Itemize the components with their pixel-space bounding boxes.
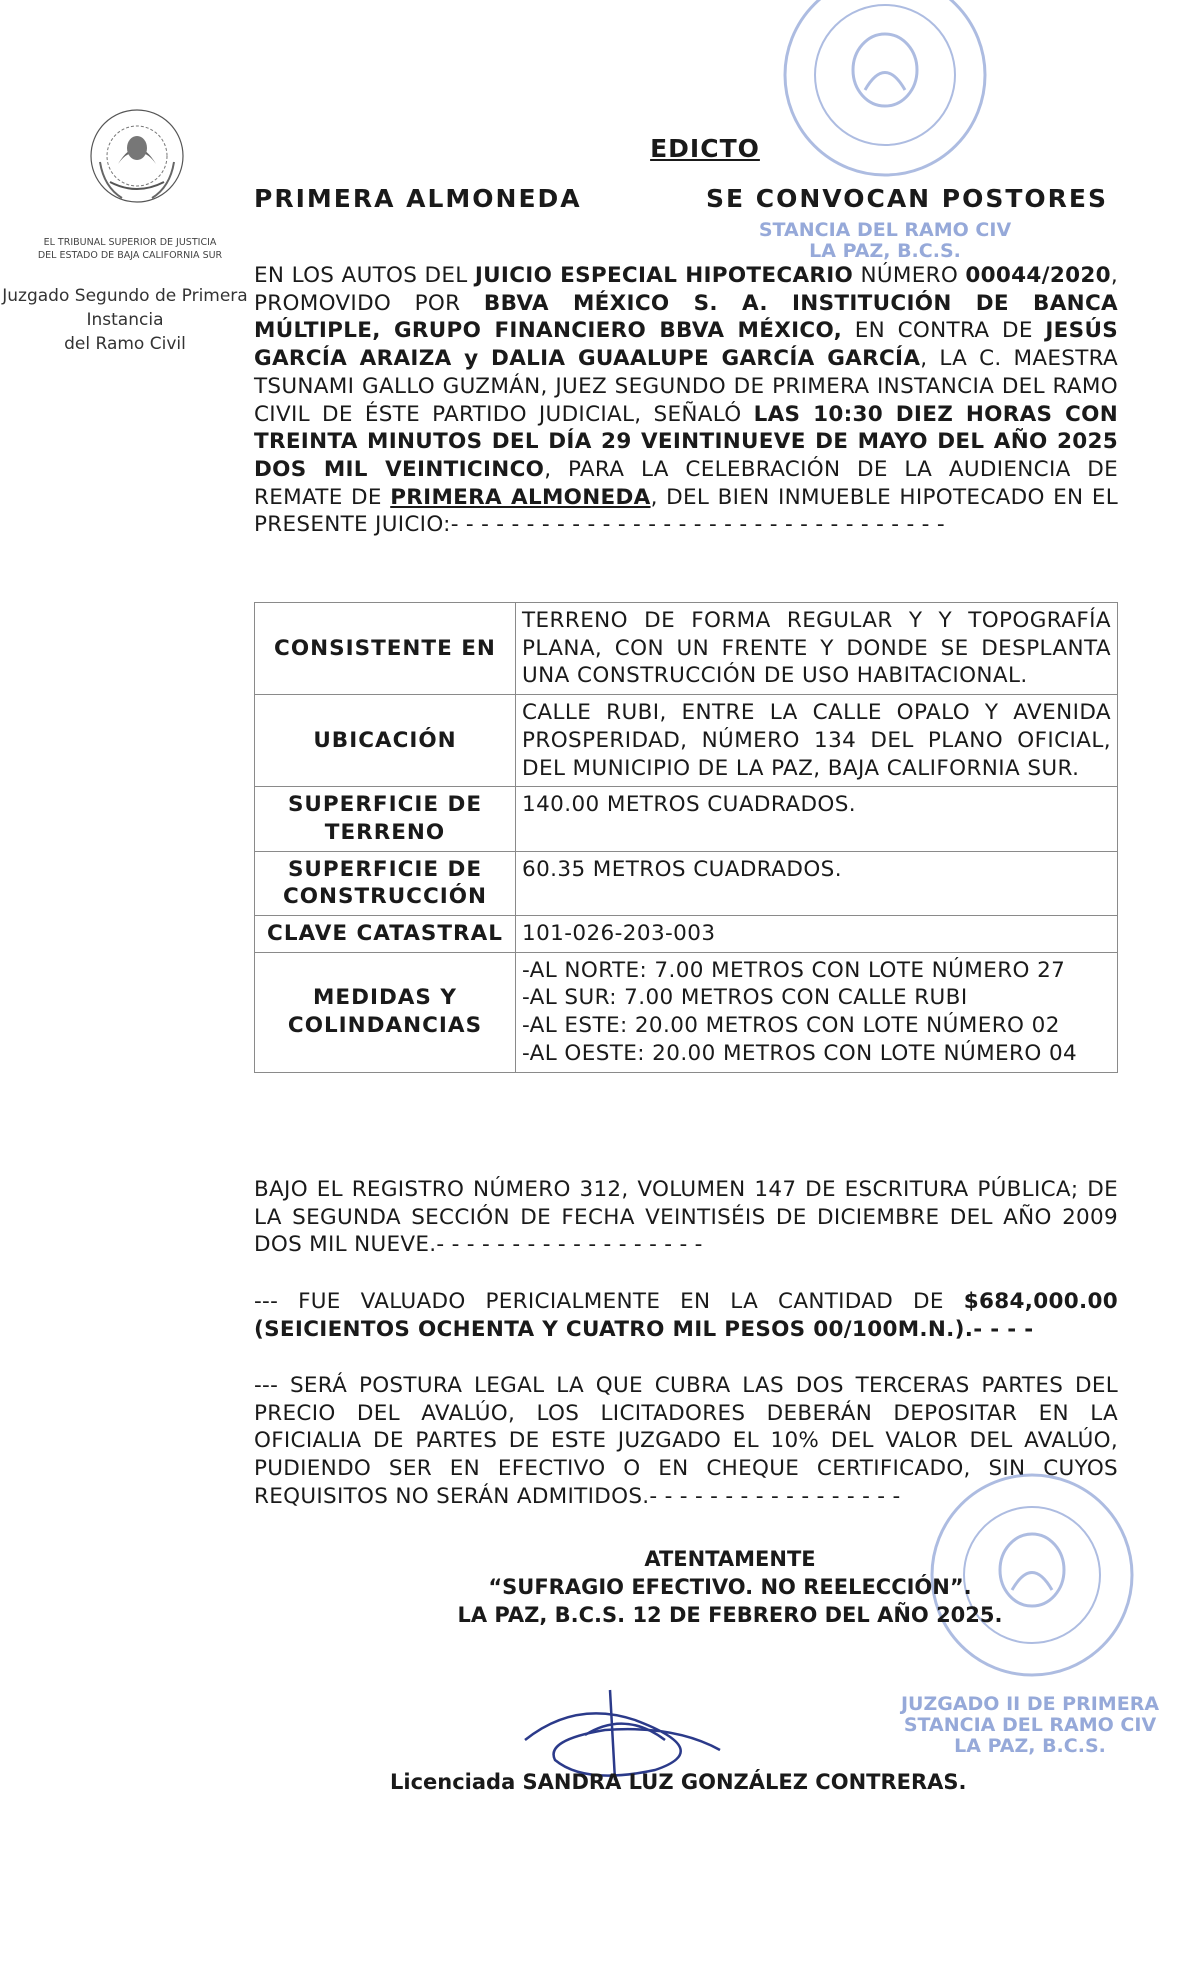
- row-label: UBICACIÓN: [255, 695, 516, 787]
- row-value: CALLE RUBI, ENTRE LA CALLE OPALO Y AVENIDA PROSPERIDAD, NÚMERO 134 DEL PLANO OFICIAL, DEL MUNICIPIO DE LA PAZ, BAJA CALIFORNIA SUR.: [516, 695, 1118, 787]
- row-value: 60.35 METROS CUADRADOS.: [516, 851, 1118, 915]
- table-row: [255, 695, 1118, 787]
- valuacion-text: --- FUE VALUADO PERICIALMENTE EN LA CANTIDAD DE: [254, 1289, 964, 1314]
- intro-bold-actor: BBVA MÉXICO S. A. INSTITUCIÓN DE BANCA MÚLTIPLE, GRUPO FINANCIERO BBVA MÉXICO,: [254, 290, 1118, 344]
- intro-bold-demandados: JESÚS GARCÍA ARAIZA y DALIA GUAALUPE GARCÍA GARCÍA: [254, 318, 1118, 372]
- intro-bold-almoneda: PRIMERA ALMONEDA: [390, 484, 651, 510]
- row-label: SUPERFICIE DE TERRENO: [255, 787, 516, 851]
- tribunal-line-2: DEL ESTADO DE BAJA CALIFORNIA SUR: [37, 250, 223, 261]
- row-value: 101-026-203-003: [516, 916, 1118, 953]
- intro-text-6: , PARA LA CELEBRACIÓN DE LA AUDIENCIA DE REMATE DE: [254, 456, 1118, 510]
- valuacion-paragraph: [254, 1288, 1118, 1343]
- table-row: [255, 952, 1118, 1072]
- stamp-bottom-text: [880, 1694, 1180, 1757]
- row-value: TERRENO DE FORMA REGULAR Y Y TOPOGRAFÍA PLANA, CON UN FRENTE Y DONDE SE DESPLANTA UNA CONSTRUCCIÓN DE USO HABITACIONAL.: [516, 603, 1118, 695]
- juzgado-line-2: Instancia: [86, 310, 164, 330]
- signatory-name: Licenciada SANDRA LUZ GONZÁLEZ CONTRERAS.: [390, 1770, 967, 1794]
- intro-text-7: , DEL BIEN INMUEBLE HIPOTECADO EN EL PRESENTE JUICIO:- - - - - - - - - - - - - - - - - - - - - - - - - - - - - - - - -: [254, 484, 1118, 538]
- national-seal-icon: [60, 92, 215, 217]
- intro-bold-expediente: 00044/2020: [965, 263, 1111, 288]
- postura-paragraph: --- SERÁ POSTURA LEGAL LA QUE CUBRA LAS DOS TERCERAS PARTES DEL PRECIO DEL AVALÚO, LOS LICITADORES DEBERÁN DEPOSITAR EN LA OFICIALIA DE PARTES DE ESTE JUZGADO EL 10% DEL VALOR DEL AVALÚO, PUDIENDO SER EN EFECTIVO O EN CHEQUE CERTIFICADO, SIN CUYOS REQUISITOS NO SERÁN ADMITIDOS.- - - - - - - - - - - - - - - - -: [254, 1373, 1118, 1509]
- stamp-bottom-line-1: JUZGADO II DE PRIMERA: [900, 1693, 1160, 1715]
- intro-text-3: , PROMOVIDO POR: [254, 263, 1119, 316]
- closing-lema: “SUFRAGIO EFECTIVO. NO REELECCIÓN”.: [488, 1575, 972, 1599]
- row-label: SUPERFICIE DE CONSTRUCCIÓN: [255, 851, 516, 915]
- juzgado-name: [0, 284, 250, 356]
- registro-paragraph: BAJO EL REGISTRO NÚMERO 312, VOLUMEN 147 DE ESCRITURA PÚBLICA; DE LA SEGUNDA SECCIÓN DE FECHA VEINTISÉIS DE DICIEMBRE DEL AÑO 2009 DOS MIL NUEVE.- - - - - - - - - - - - - - - - - -: [254, 1177, 1118, 1258]
- stamp-top-text: [745, 220, 1025, 262]
- tribunal-name: [10, 236, 250, 262]
- table-row: [255, 603, 1118, 695]
- closing-atentamente: ATENTAMENTE: [644, 1547, 816, 1571]
- subtitle-postores: SE CONVOCAN POSTORES: [706, 184, 1109, 213]
- medida-este: -AL ESTE: 20.00 METROS CON LOTE NÚMERO 02: [522, 1013, 1060, 1039]
- intro-bold-fecha-audiencia: LAS 10:30 DIEZ HORAS CON TREINTA MINUTOS DEL DÍA 29 VEINTINUEVE DE MAYO DEL AÑO 2025 DOS MIL VEINTICINCO: [254, 401, 1118, 482]
- row-label: MEDIDAS Y COLINDANCIAS: [255, 952, 516, 1072]
- medida-oeste: -AL OESTE: 20.00 METROS CON LOTE NÚMERO 04: [522, 1040, 1078, 1066]
- row-value: 140.00 METROS CUADRADOS.: [516, 787, 1118, 851]
- stamp-top-line-2: LA PAZ, B.C.S.: [809, 240, 961, 262]
- table-row: [255, 916, 1118, 953]
- intro-text-5: , LA C. MAESTRA TSUNAMI GALLO GUZMÁN, JUEZ SEGUNDO DE PRIMERA INSTANCIA DEL RAMO CIVIL DE ÉSTE PARTIDO JUDICIAL, SEÑALÓ: [254, 346, 1119, 427]
- juzgado-line-1: Juzgado Segundo de Primera: [2, 286, 248, 306]
- row-value-medidas: [516, 952, 1118, 1072]
- medida-sur: -AL SUR: 7.00 METROS CON CALLE RUBI: [522, 985, 968, 1011]
- intro-bold-juicio: JUICIO ESPECIAL HIPOTECARIO: [474, 263, 854, 288]
- document-title: EDICTO: [650, 134, 760, 163]
- row-label: CLAVE CATASTRAL: [255, 916, 516, 953]
- stamp-top-line-1: STANCIA DEL RAMO CIV: [758, 219, 1012, 241]
- table-row: [255, 851, 1118, 915]
- table-row: [255, 787, 1118, 851]
- row-label: CONSISTENTE EN: [255, 603, 516, 695]
- intro-text-4: EN CONTRA DE: [842, 318, 1046, 344]
- stamp-bottom-line-3: LA PAZ, B.C.S.: [954, 1735, 1106, 1757]
- valuacion-amount: $684,000.00 (SEICIENTOS OCHENTA Y CUATRO MIL PESOS 00/100M.N.).- - - -: [254, 1289, 1118, 1342]
- stamp-bottom-line-2: STANCIA DEL RAMO CIV: [903, 1714, 1157, 1736]
- subtitle-almoneda: PRIMERA ALMONEDA: [254, 184, 582, 213]
- medida-norte: -AL NORTE: 7.00 METROS CON LOTE NÚMERO 27: [522, 957, 1066, 983]
- intro-paragraph: [254, 262, 1118, 539]
- juzgado-line-3: del Ramo Civil: [64, 334, 186, 354]
- closing-fecha: LA PAZ, B.C.S. 12 DE FEBRERO DEL AÑO 2025.: [457, 1603, 1003, 1627]
- intro-text-2: NÚMERO: [853, 263, 966, 288]
- intro-text-1: EN LOS AUTOS DEL: [254, 263, 475, 288]
- tribunal-line-1: EL TRIBUNAL SUPERIOR DE JUSTICIA: [43, 237, 217, 248]
- property-table: [254, 602, 1118, 1073]
